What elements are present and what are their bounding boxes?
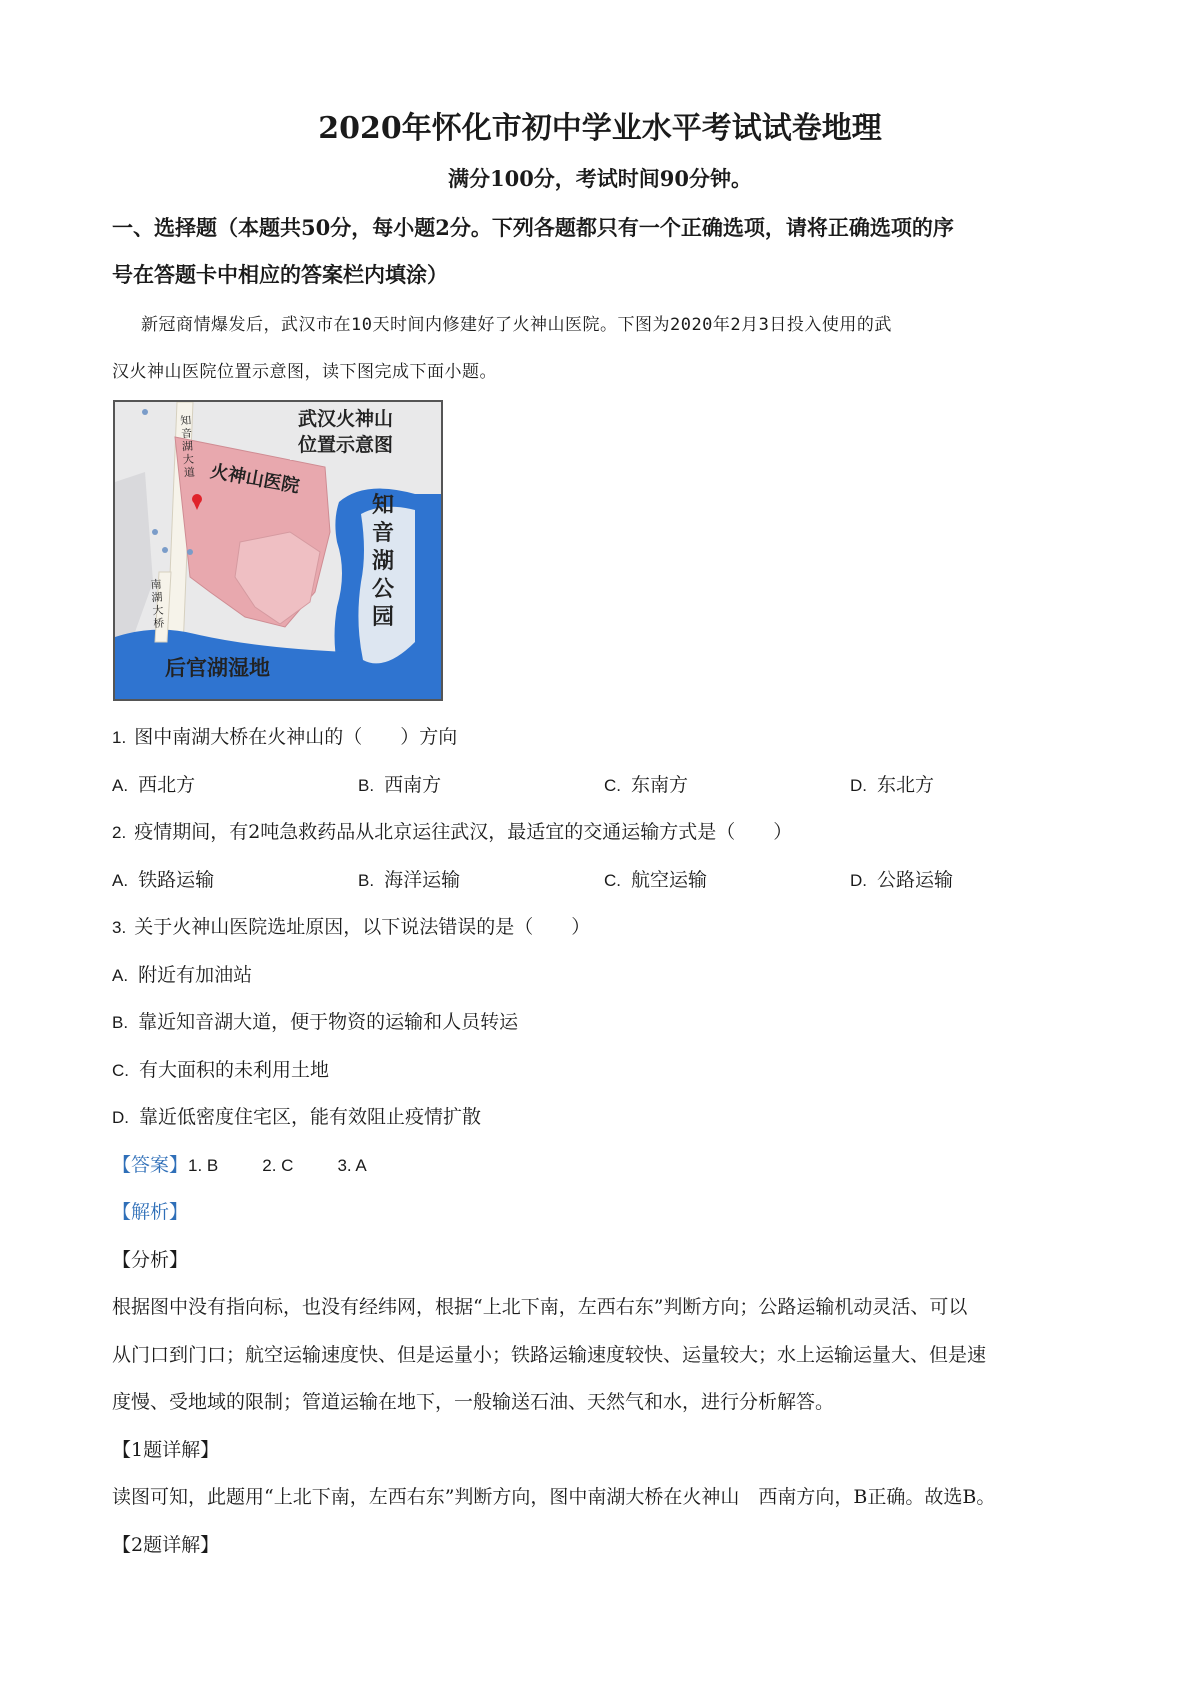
q2-option-d: D. 公路运输	[850, 869, 954, 891]
map-title-line1: 武汉火神山	[298, 408, 394, 430]
q1-option-d: D. 东北方	[850, 774, 935, 796]
detail-1-label: 【1题详解】	[112, 1439, 220, 1461]
map-park-label: 知 音 湖 公 园	[372, 493, 395, 630]
q1-option-c: C. 东南方	[604, 774, 689, 796]
analysis-label: 【解析】	[112, 1201, 189, 1223]
q1-option-b: B. 西南方	[358, 774, 442, 796]
page-subtitle: 满分100分，考试时间90分钟。	[447, 166, 753, 191]
q3-option-c: C. 有大面积的未利用土地	[112, 1059, 330, 1081]
answer-label: 【答案】	[112, 1154, 189, 1176]
q2-option-a: A. 铁路运输	[112, 869, 215, 891]
answer-2: 2. C	[262, 1156, 294, 1175]
hospital-location-map	[113, 400, 443, 701]
answer-1: 1. B	[188, 1156, 219, 1175]
answer-3: 3. A	[337, 1156, 367, 1175]
section-heading-line2: 号在答题卡中相应的答案栏内填涂）	[112, 262, 448, 287]
q3-option-b: B. 靠近知音湖大道，便于物资的运输和人员转运	[112, 1011, 519, 1033]
q2-option-c: C. 航空运输	[604, 869, 708, 891]
analysis-line3: 度慢、受地域的限制；管道运输在地下，一般输送石油、天然气和水，进行分析解答。	[112, 1391, 835, 1413]
question-3: 3. 关于火神山医院选址原因，以下说法错误的是（ ）	[112, 916, 591, 938]
analysis-sub-label: 【分析】	[112, 1249, 189, 1271]
map-road-label-nanhu: 南 湖 大 桥	[150, 577, 165, 631]
map-hospital-label: 火神山医院	[208, 460, 301, 498]
intro-line1: 新冠商情爆发后，武汉市在10天时间内修建好了火神山医院。下图为2020年2月3日投入使用的武	[141, 315, 892, 335]
section-heading-line1: 一、选择题（本题共50分，每小题2分。下列各题都只有一个正确选项，请将正确选项的序	[112, 215, 954, 240]
q3-option-a: A. 附近有加油站	[112, 964, 253, 986]
q1-option-a: A. 西北方	[112, 774, 196, 796]
analysis-line1: 根据图中没有指向标，也没有经纬网，根据“上北下南，左西右东”判断方向；公路运输机动灵活、可以	[112, 1296, 968, 1318]
answer-row	[112, 1150, 367, 1177]
page-title: 2020年怀化市初中学业水平考试试卷地理	[318, 111, 882, 146]
map-road-label-zhiyin: 知 音 湖 大 道	[179, 413, 196, 480]
question-2: 2. 疫情期间，有2吨急救药品从北京运往武汉，最适宜的交通运输方式是（ ）	[112, 821, 793, 843]
intro-line2: 汉火神山医院位置示意图，读下图完成下面小题。	[112, 362, 497, 382]
detail-1-text: 读图可知，此题用“上北下南，左西右东”判断方向，图中南湖大桥在火神山 西南方向，B正确。故选B。	[112, 1486, 996, 1508]
map-title-line2: 位置示意图	[298, 434, 394, 456]
analysis-line2: 从门口到门口；航空运输速度快、但是运量小；铁路运输速度较快、运量较大；水上运输运量大、但是速	[112, 1344, 987, 1366]
q2-option-b: B. 海洋运输	[358, 869, 461, 891]
detail-2-label: 【2题详解】	[112, 1534, 220, 1556]
q3-option-d: D. 靠近低密度住宅区，能有效阻止疫情扩散	[112, 1106, 482, 1128]
question-1: 1. 图中南湖大桥在火神山的（ ）方向	[112, 726, 458, 748]
map-wetland-label: 后官湖湿地	[165, 656, 270, 680]
